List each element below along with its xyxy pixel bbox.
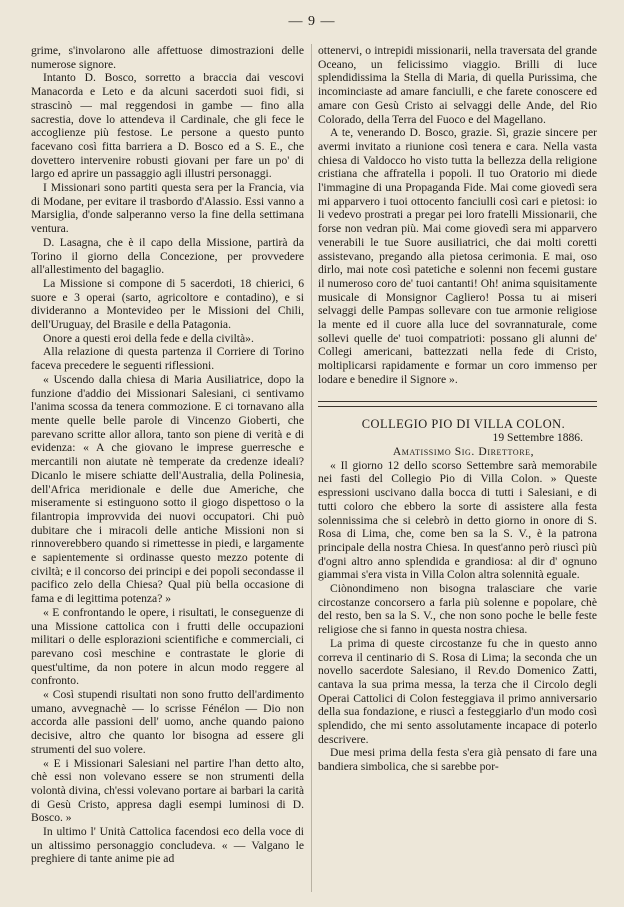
salutation: Amatissimo Sig. Direttore,: [392, 444, 535, 458]
paragraph: Due mesi prima della festa s'era già pensato di fare una bandiera simbolica, che si sarebbe por-: [318, 746, 597, 774]
paragraph: Intanto D. Bosco, sorretto a braccia dai vescovi Manacorda e Leto e da alcuni sacerdoti suoi fidi, si strascinò — mal reggendosi in gambe — fino alla sacrestia, dove lo attendeva il Cardinale, che gli fece le accoglienze più festose. Le persone a questo punto facevano così fitta barriera a D. Bosco ed a S. E., che dovettero intervenire robusti giovani per fare un po' di largo ed aprire un passaggio agli illustri personaggi.: [31, 71, 304, 181]
paragraph: « E confrontando le opere, i risultati, le conseguenze di una Missione cattolica con i frutti delle occupazioni militari o delle esplorazioni scientifiche e commerciali, ci parevano così meschine e contrastate le glorie di quest'ultime, da non potere in alcun modo reggere al confronto.: [31, 605, 304, 688]
right-column: [318, 44, 597, 894]
paragraph: Alla relazione di questa partenza il Corriere di Torino faceva precedere le seguenti riflessioni.: [31, 345, 304, 373]
paragraph: D. Lasagna, che è il capo della Missione, partirà da Torino il giorno della Concezione, per provvedere all'allestimento del bagaglio.: [31, 235, 304, 277]
paragraph: « Uscendo dalla chiesa di Maria Ausiliatrice, dopo la funzione d'addio dei Missionari Salesiani, ci sentivamo l'anima scossa da tenera commozione. E ci tornavano alla mente quelle belle parole di Vincenzo Gioberti, che parevano scritte allor allora, tanto son piene di verità e di evidenza: « A che giovano le imprese guerresche e mercantili non aiutate nè temperate da credenze ideali? Dicanlo le misere schiatte dell'Australia, della Polinesia, dell'Africa meridionale e delle due Americhe, che miseramente si estinguono sotto il giogo dispettoso o la filantropia improvvida dei nuovi occupatori. Chi può dubitare che i miracoli delle antiche Missioni non si rinnoverebbero quando si rimettesse in piedi, e largamente e sapientemente si ordinasse questo mezzo potente di civiltà; e il concorso dei principi e dei popoli secondasse il pacifico zelo della Chiesa? Qual più bella occasione di fama e di legittima potenza? »: [31, 372, 304, 606]
paragraph: La prima di queste circostanze fu che in questo anno correva il centinario di S. Rosa di Lima; la seconda che un novello sacerdote Salesiano, il Rev.do Domenico Zatti, cantava la sua prima messa, la terza che il Circolo degli Operai Cattolici di Colon festeggiava il primo anniversario della sua fondazione, e riuscì a festeggiarlo d'un modo così splendido, che mi sento assolutamente incapace di poterlo descrivere.: [318, 636, 597, 746]
left-column: [31, 44, 304, 894]
page-number: — 9 —: [288, 14, 336, 29]
paragraph: « Il giorno 12 dello scorso Settembre sarà memorabile nei fasti del Collegio Pio di Villa Colon. » Queste espressioni uscivano dalla bocca di tutti i Salesiani, e di tutti coloro che ebbero la sorte di assistere alla festa solennissima che si celebrò in detto giorno in onore di S. Rosa di Lima, che, come ben sa la S. V., è la patrona principale della nostra Chiesa. In quest'anno però riuscì più d'ogni altro anno splendida e grandiosa: al dir d' ognuno giammai s'era vista in Villa Colon altra solennità eguale.: [318, 458, 597, 582]
column-rule: [311, 44, 312, 892]
section-title: COLLEGIO PIO DI VILLA COLON.: [361, 416, 566, 431]
paragraph: I Missionari sono partiti questa sera per la Francia, via di Modane, per evitare il trasbordo d'Alassio. Essi vanno a Marsiglia, d'onde salperanno verso la fine della settimana ventura.: [31, 181, 304, 236]
paragraph: La Missione si compone di 5 sacerdoti, 18 chierici, 6 suore e 3 operai (sarto, agricoltore e contadino), e si divideranno a Montevideo per le Missioni del Chili, dell'Uruguay, del Brasile e della Patagonia.: [31, 276, 304, 332]
paragraph: A te, venerando D. Bosco, grazie. Sì, grazie sincere per avermi invitato a riunione così tenera e cara. Nella vasta chiesa di Valdocco ho visto tutta la bellezza della religione cristiana che affratella i popoli. Il tuo Oratorio mi diede l'immagine di una Propaganda Fide. Mai come giovedì sera mi apparvero i tuoi ottocento fanciulli così cari e pietosi: io li vedevo prostrati a pregar pei loro fratelli Missionarii, che forse non vedran più. Mai come giovedì sera mi apparvero venerabili le tue Suore ausiliatrici, che dai molti coretti assistevano, pregando alla pietosa cerimonia. E mai, oso dirlo, mai note così patetiche e solenni non fecemi gustare il numeroso coro de' tuoi cantanti! Oh! anima squisitamente musicale di Monsignor Cagliero! Possa tu ai miseri selvaggi delle Pampas sollevare con tue armonie religiose la mente ed il cuore alla luce del sovrannaturale, come sollevi quelle de' tuoi compatrioti: possano gli alunni de' Collegi americani, battezzati nella fede di Cristo, moltiplicarsi rapidamente e formar un coro immenso per lodare e benedire il Signore ».: [318, 126, 597, 386]
paragraph: Onore a questi eroi della fede e della civiltà».: [43, 331, 254, 345]
paragraph: « Così stupendi risultati non sono frutto dell'ardimento umano, avvegnachè — lo scrisse Fénélon — Dio non accorda alle passioni dell' uomo, anche quando paiono decisive, altro che quanto lor bisogna ad essere gli strumenti del suo volere.: [31, 688, 304, 756]
section-date: 19 Settembre 1886.: [492, 431, 583, 445]
section-divider: [318, 401, 597, 407]
paragraph: In ultimo l' Unità Cattolica facendosi eco della voce di un altissimo personaggio concludeva. « — Valgano le preghiere di tante anime pie ad: [31, 825, 304, 866]
paragraph: Ciònondimeno non bisogna tralasciare che varie circostanze concorsero a farla più solenne e popolare, chè del resto, ben sa la S. V., che non sono poche le belle feste religiose che si fanno in questa nostra chiesa.: [318, 582, 597, 637]
paragraph: ottenervi, o intrepidi missionarii, nella traversata del grande Oceano, un felicissimo viaggio. Brilli di luce splendidissima la Stella di Maria, di quella Purissima, che incominciaste ad amare fanciulli, e che farete conoscere ed amare con Gesù Cristo ai selvaggi delle Ande, del Rio Colorado, della Terra del Fuoco e del Magellano.: [318, 44, 597, 126]
paragraph: grime, s'involarono alle affettuose dimostrazioni delle numerose signore.: [31, 44, 304, 71]
paragraph: « E i Missionari Salesiani nel partire l'han detto alto, chè essi non volevano essere se non strumenti della volontà divina, ch'essi volevano portare ai barbari la carità di Gesù Cristo, appresa dagli esempi luminosi di D. Bosco. »: [31, 756, 304, 825]
